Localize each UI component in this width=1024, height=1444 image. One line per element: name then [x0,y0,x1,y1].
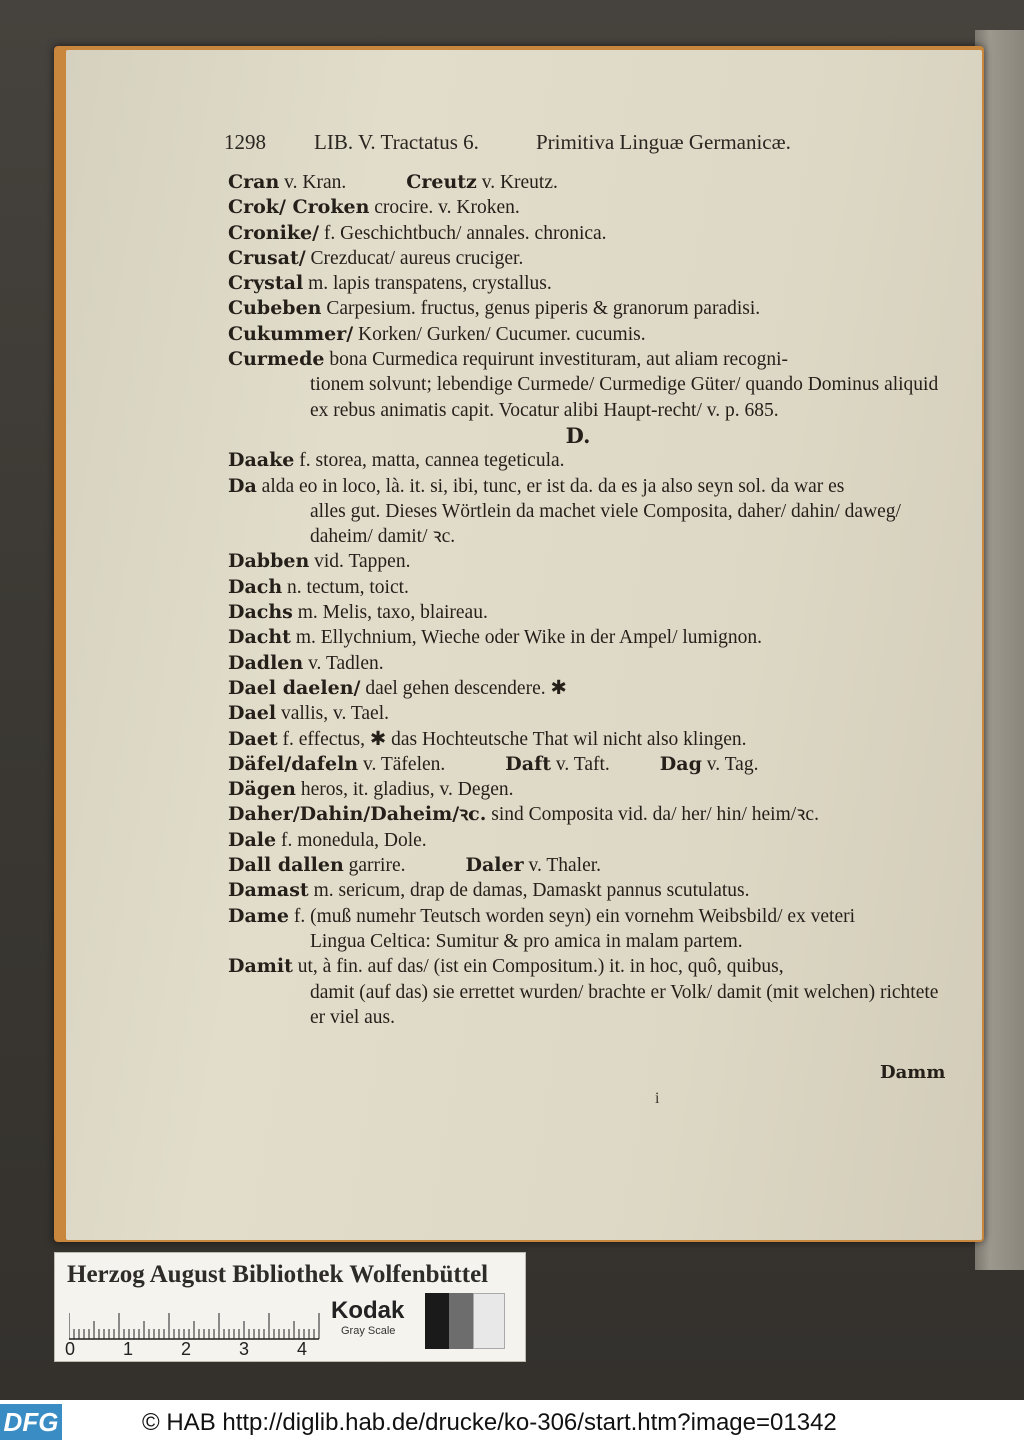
definition-text: v. Tadlen. [303,652,384,674]
headword: Daft [505,752,552,775]
definition-text: f. (muß numehr Teutsch worden seyn) ein vornehm Weibsbild/ ex veteri [288,905,856,927]
dictionary-entry [228,954,948,1030]
definition-text: v. Taft. [551,753,610,775]
dictionary-entry [228,878,948,903]
swatch-black [425,1293,449,1349]
ruler-numbers [65,1339,355,1361]
library-color-chart [54,1252,526,1362]
headword: Dame [228,904,289,927]
headword: Dabben [228,550,310,573]
headword: Daake [228,449,295,472]
definition-text: m. Ellychnium, Wieche oder Wike in der Ampel/ lumignon. [290,627,762,649]
library-name: Herzog August Bibliothek Wolfenbüttel [67,1261,489,1288]
headword: Dägen [228,778,296,801]
signature-mark: i [655,1090,660,1107]
definition-text: dael gehen descendere. ✱ [360,677,567,699]
dictionary-entry [228,271,948,296]
definition-text: m. sericum, drap de damas, Damaskt pannus scutulatus. [308,880,750,902]
header-book-section: LIB. V. Tractatus 6. [314,130,479,154]
dictionary-entry [228,828,948,853]
dictionary-entry [228,625,948,650]
definition-text: f. storea, matta, cannea tegeticula. [294,450,565,472]
definition-text: sind Composita vid. da/ her/ hin/ heim/ꝛc. [486,804,819,826]
dictionary-entry [228,727,948,752]
definition-text: f. Geschichtbuch/ annales. chronica. [319,222,607,244]
definition-continuation: tionem solvunt; lebendige Curmede/ Curmedige Güter/ quando Dominus aliquid ex rebus animatis capit. Vocatur alibi Haupt-recht/ v. p. 685. [310,374,939,421]
dictionary-entry [228,777,948,802]
headword: Dach [228,575,283,598]
dfg-logo: DFG [0,1404,62,1440]
dictionary-entry [228,549,948,574]
headword: Cubeben [228,297,322,320]
headword: Curmede [228,348,325,371]
headword: Crusat/ [228,246,306,269]
headword: Dadlen [228,651,304,674]
headword: Dael [228,702,277,725]
dictionary-entry [228,322,948,347]
gray-scale-label: Gray Scale [341,1325,396,1337]
definition-text: ut, à fin. auf das/ (ist ein Compositum.) it. in hoc, quô, quibus, [292,956,784,978]
swatch-white [473,1293,505,1349]
definition-text: v. Kran. [279,172,347,193]
ruler-number: 0 [65,1339,76,1359]
headword: Dacht [228,626,291,649]
headword: Cronike/ [228,221,320,244]
headword: Damast [228,879,309,902]
dictionary-entry [228,752,948,777]
dictionary-entry [228,853,948,878]
dictionary-entry [228,651,948,676]
definition-text: alda eo in loco, là. it. si, ibi, tunc, er ist da. da es ja also seyn sol. da war es [256,475,845,497]
dictionary-entry [228,246,948,271]
dictionary-entry [228,575,948,600]
definition-text: heros, it. gladius, v. Degen. [295,779,514,801]
catchword: Damm [880,1062,946,1083]
kodak-logo: Kodak [331,1297,405,1324]
definition-text: Crezducat/ aureus cruciger. [305,247,524,269]
definition-text: vid. Tappen. [309,551,411,573]
headword: Dall dallen [228,854,344,877]
definition-text: v. Kreutz. [476,172,558,193]
headword: Däfel/dafeln [228,752,359,775]
definition-text: m. Melis, taxo, blaireau. [292,602,488,624]
dictionary-entry [228,296,948,321]
definition-text: v. Tag. [701,753,759,775]
definition-text: bona Curmedica requirunt investituram, aut aliam recogni- [324,349,789,371]
ruler-number: 2 [181,1339,192,1359]
headword: Creutz [406,171,477,193]
headword: Cukummer/ [228,322,354,345]
ruler-number: 1 [123,1339,134,1359]
dictionary-entry [228,802,948,827]
section-letter: D. [565,422,591,448]
headword: Dael daelen/ [228,676,361,699]
definition-text: m. lapis transpatens, crystallus. [303,273,552,295]
dictionary-entry [228,195,948,220]
dictionary-entry [228,701,948,726]
definition-text: Carpesium. fructus, genus piperis & granorum paradisi. [321,298,761,320]
definition-text: garrire. [343,855,406,877]
definition-text: v. Täfelen. [358,753,446,775]
swatch-gray [449,1293,473,1349]
headword: Crok/ Croken [228,196,370,219]
definition-text: f. monedula, Dole. [276,829,427,851]
headword: Crystal [228,272,304,295]
definition-text: vallis, v. Tael. [276,703,389,725]
dictionary-entry [228,600,948,625]
definition-text: f. effectus, ✱ das Hochteutsche That wil nicht also klingen. [277,728,747,750]
dictionary-entry [228,221,948,246]
ruler-number: 4 [297,1339,308,1359]
headword: Daet [228,727,278,750]
dictionary-entry [228,474,948,550]
dictionary-entry [228,904,948,955]
definition-text: Korken/ Gurken/ Cucumer. cucumis. [353,323,646,345]
definition-continuation: alles gut. Dieses Wörtlein da machet viele Composita, daher/ dahin/ daweg/ daheim/ damit/ ꝛc. [310,500,901,548]
dictionary-entry [228,170,948,195]
definition-text: v. Thaler. [523,855,602,877]
headword: Dag [659,752,702,775]
ruler-number: 3 [239,1339,250,1359]
headword: Daler [465,854,524,877]
definition-continuation: Lingua Celtica: Sumitur & pro amica in malam partem. [310,930,743,952]
headword: Daher/Dahin/Daheim/ꝛc. [228,803,487,826]
dictionary-entry [228,347,948,423]
headword: Dale [228,828,277,851]
header-title: Primitiva Linguæ Germanicæ. [536,130,791,154]
definition-continuation: damit (auf das) sie errettet wurden/ brachte er Volk/ damit (mit welchen) richtete er viel aus. [310,981,939,1028]
measurement-ruler [69,1301,369,1341]
running-header [224,130,864,158]
definition-text: n. tectum, toict. [282,576,409,598]
dictionary-entries [228,170,948,1030]
copyright-link[interactable]: © HAB http://diglib.hab.de/drucke/ko-306/start.htm?image=01342 [142,1409,837,1436]
headword: Damit [228,955,293,978]
dictionary-entry [228,448,948,473]
definition-text: crocire. v. Kroken. [369,197,520,219]
headword: Cran [228,171,280,193]
page-number: 1298 [224,130,266,154]
headword: Dachs [228,601,293,624]
dictionary-entry [228,676,948,701]
headword: Da [228,474,257,497]
